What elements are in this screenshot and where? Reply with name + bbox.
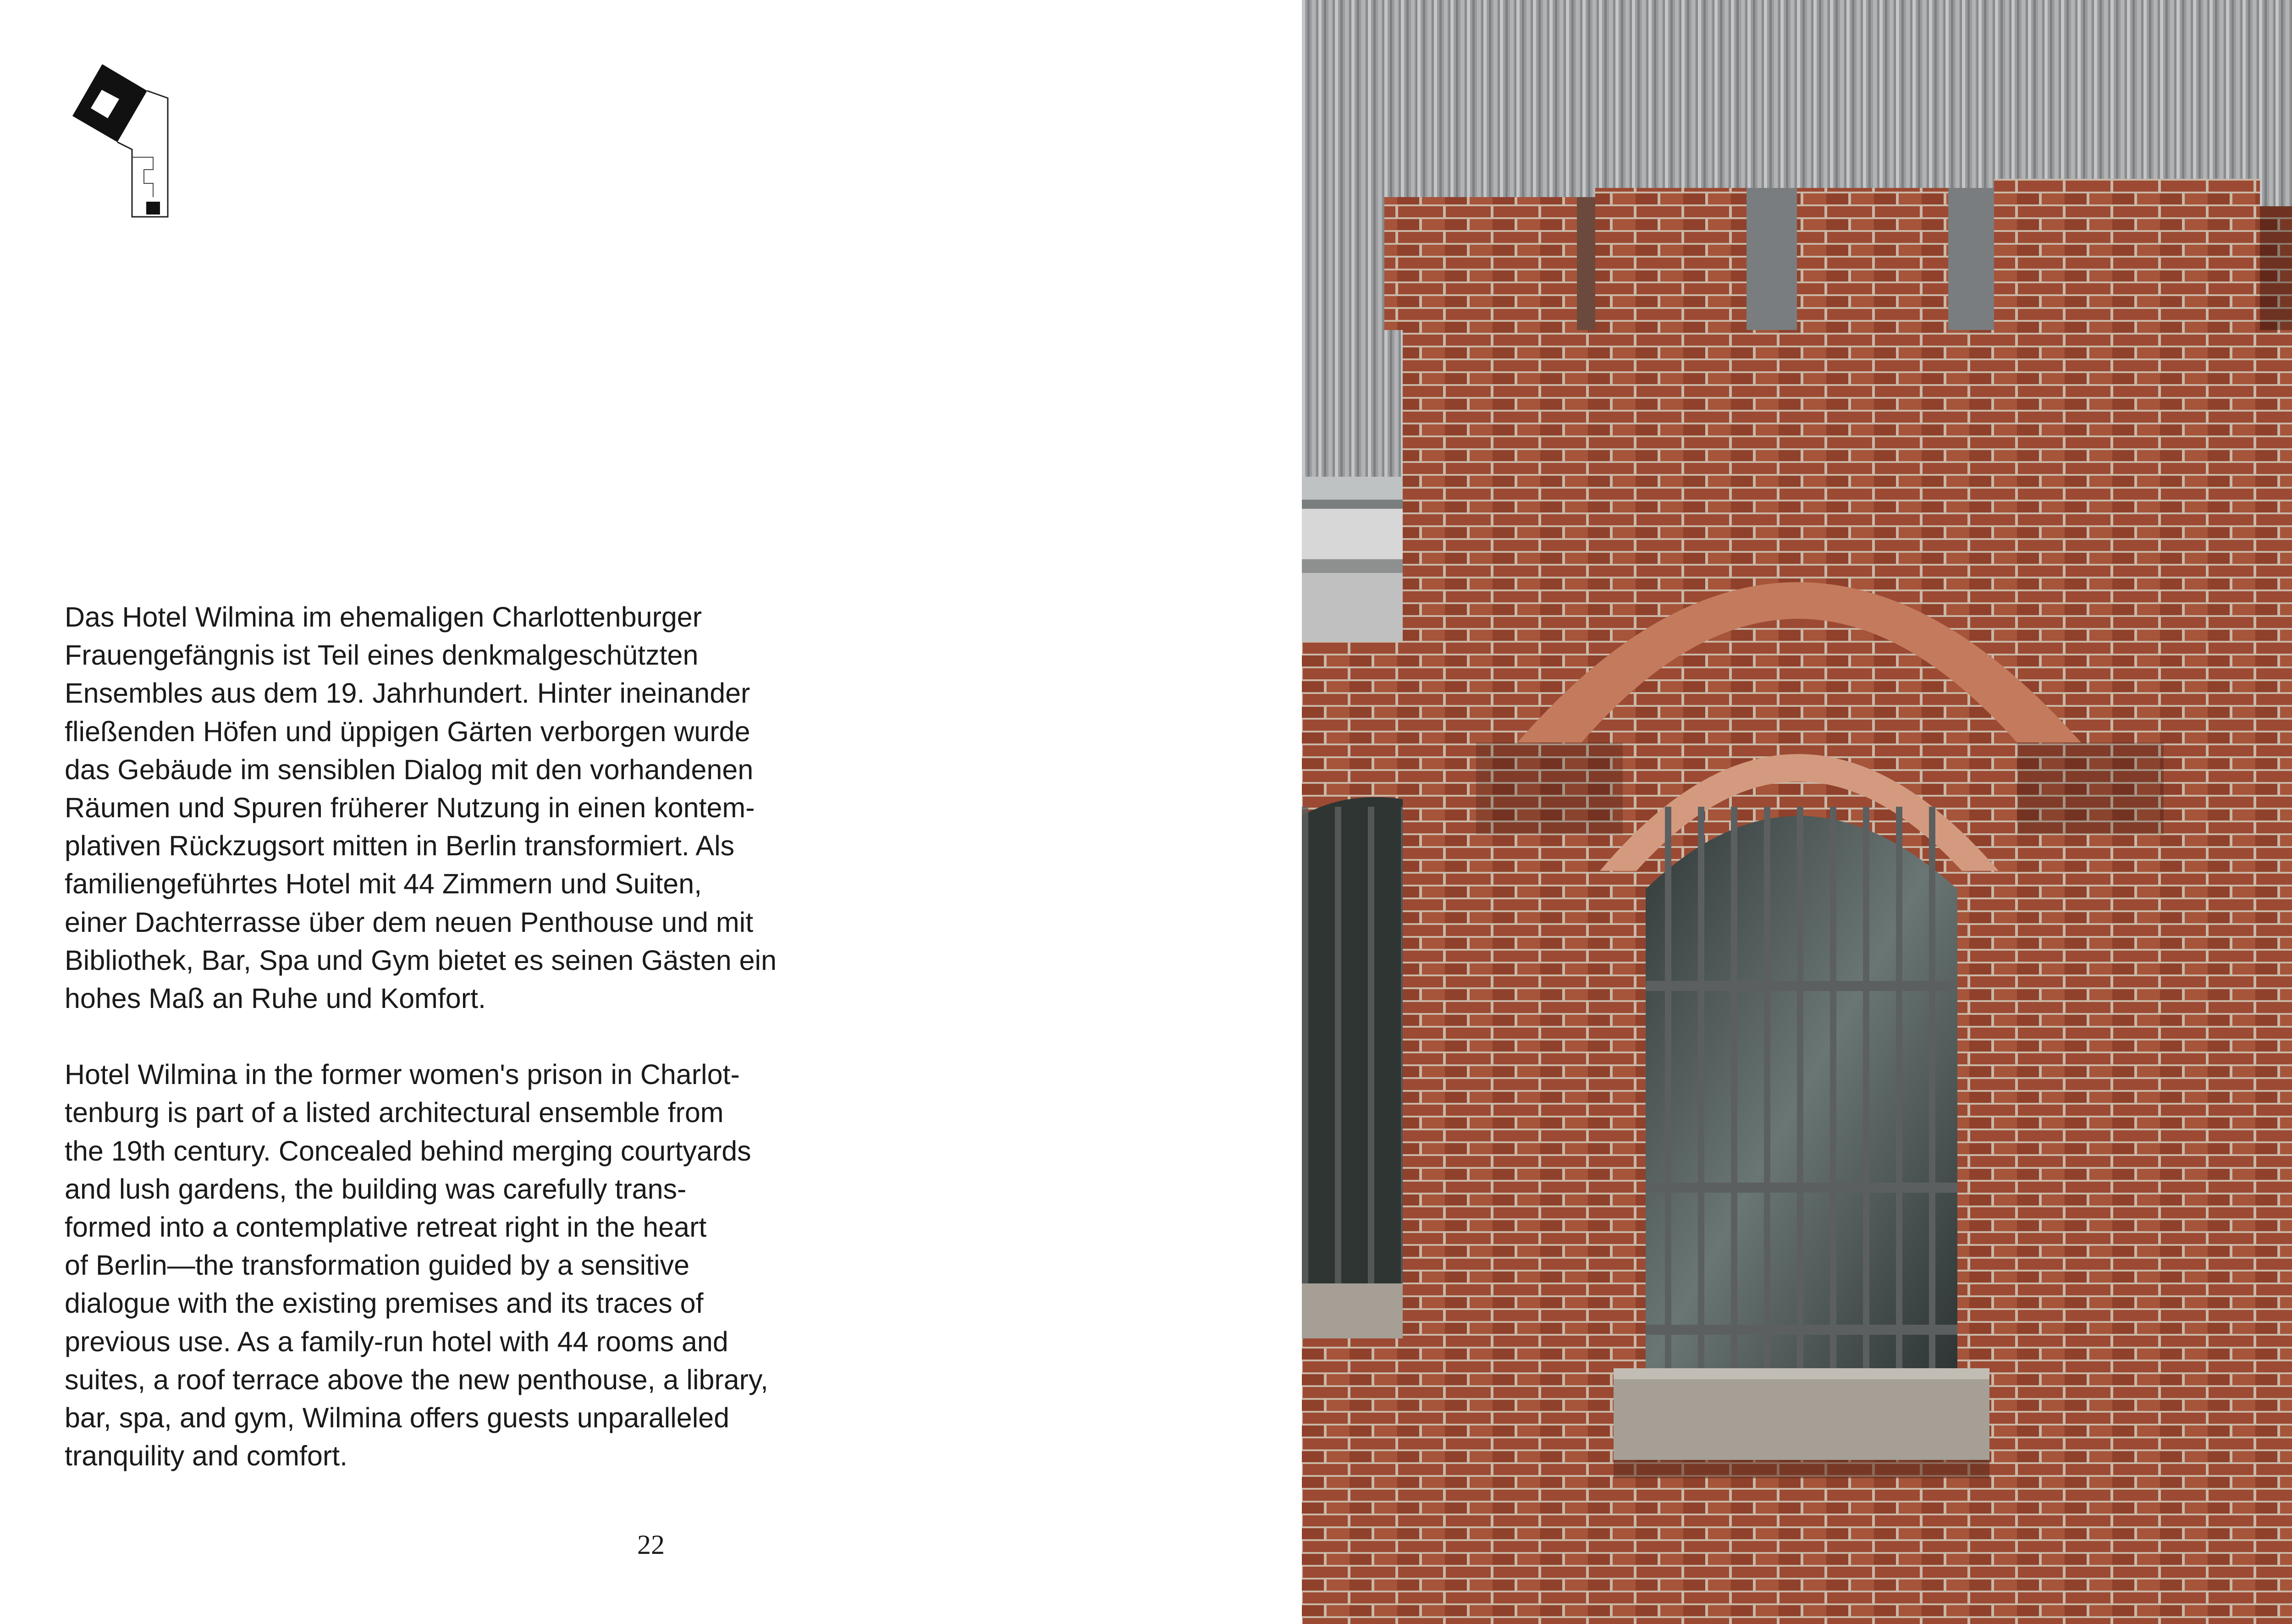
text-line: fließenden Höfen und üppigen Gärten verborgen wurde bbox=[65, 716, 750, 747]
page-number: 22 bbox=[637, 1530, 665, 1560]
text-line: dialogue with the existing premises and its traces of bbox=[65, 1288, 704, 1319]
text-line: Frauengefängnis ist Teil eines denkmalgeschützten bbox=[65, 639, 699, 671]
german-paragraph bbox=[65, 598, 853, 1018]
text-line: plativen Rückzugsort mitten in Berlin transformiert. Als bbox=[65, 830, 735, 862]
text-line: Hotel Wilmina in the former women's prison in Charlot- bbox=[65, 1059, 740, 1090]
text-line: einer Dachterrasse über dem neuen Penthouse und mit bbox=[65, 906, 754, 938]
text-line: tenburg is part of a listed architectural ensemble from bbox=[65, 1097, 724, 1129]
building-photo bbox=[1302, 0, 2292, 1624]
text-line: of Berlin—the transformation guided by a sensitive bbox=[65, 1250, 690, 1281]
text-line: hohes Maß an Ruhe und Komfort. bbox=[65, 983, 486, 1014]
text-line: bar, spa, and gym, Wilmina offers guests unparalleled bbox=[65, 1402, 730, 1434]
text-line: tranquility and comfort. bbox=[65, 1440, 348, 1472]
text-line: previous use. As a family-run hotel with 44 rooms and bbox=[65, 1326, 728, 1357]
text-line: Räumen und Spuren früherer Nutzung in einen kontem- bbox=[65, 792, 755, 824]
text-line: formed into a contemplative retreat right in the heart bbox=[65, 1211, 707, 1243]
right-page bbox=[1302, 0, 2292, 1624]
text-line: das Gebäude im sensiblen Dialog mit den vorhandenen bbox=[65, 754, 754, 785]
text-line: Bibliothek, Bar, Spa und Gym bietet es seinen Gästen ein bbox=[65, 944, 777, 976]
text-line: Das Hotel Wilmina im ehemaligen Charlottenburger bbox=[65, 601, 702, 633]
text-line: familiengeführtes Hotel mit 44 Zimmern und Suiten, bbox=[65, 868, 702, 900]
body-text bbox=[65, 598, 853, 1475]
text-line: Ensembles aus dem 19. Jahrhundert. Hinter ineinander bbox=[65, 677, 750, 709]
english-paragraph bbox=[65, 1056, 853, 1475]
text-line: suites, a roof terrace above the new penthouse, a library, bbox=[65, 1364, 768, 1395]
site-plan-icon bbox=[63, 63, 173, 219]
text-line: and lush gardens, the building was carefully trans- bbox=[65, 1173, 687, 1205]
text-line: the 19th century. Concealed behind merging courtyards bbox=[65, 1135, 751, 1167]
